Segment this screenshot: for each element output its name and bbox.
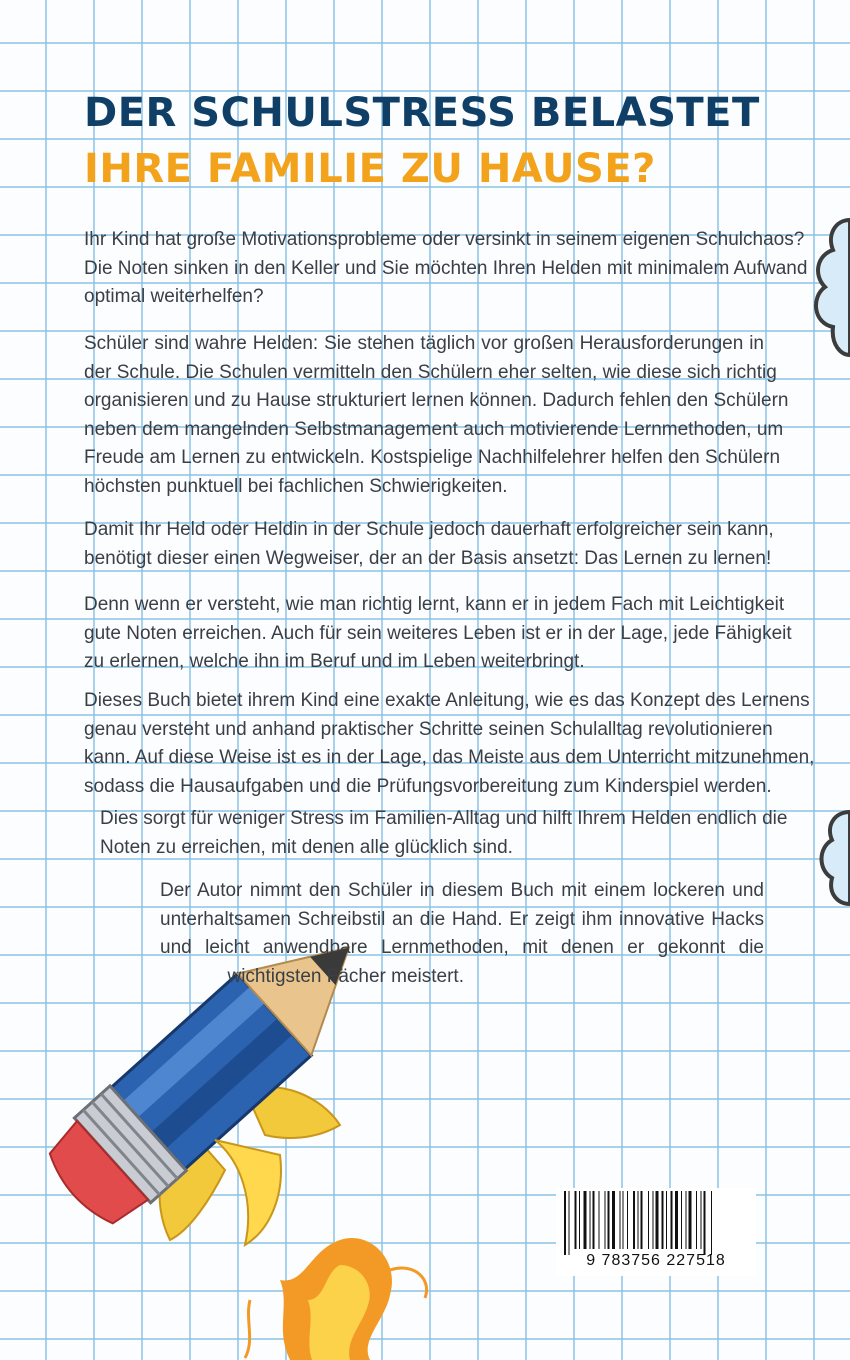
barcode-bar <box>704 1191 706 1255</box>
barcode-bar <box>666 1191 667 1249</box>
barcode-bar <box>633 1191 635 1249</box>
barcode-bar <box>599 1191 600 1249</box>
paragraph-line: Die Noten sinken in den Keller und Sie möchten Ihren Helden mit minimalem Aufwand <box>84 257 808 279</box>
paragraph-line: Dieses Buch bietet ihrem Kind eine exakte Anleitung, wie es das Konzept des Lernens <box>84 690 810 711</box>
paragraph-line: und leicht anwendbare Lernmethoden, mit denen er gekonnt die <box>160 937 764 958</box>
isbn-barcode <box>556 1188 756 1276</box>
paragraph-line: Schüler sind wahre Helden: Sie stehen täglich vor großen Herausforderungen in <box>84 333 764 354</box>
paragraph-line: genau versteht und anhand praktischer Schritte seinen Schulalltag revolutionieren <box>84 718 773 740</box>
headline-line-2: IHRE FAMILIE ZU HAUSE? <box>84 146 656 192</box>
barcode-bar <box>605 1191 606 1249</box>
barcode-bar <box>648 1191 649 1249</box>
paragraph-line: der Schule. Die Schulen vermitteln den Schülern eher selten, wie diese sich richtig <box>84 361 777 383</box>
cloud-icon <box>805 215 850 360</box>
paragraph-line: optimal weiterhelfen? <box>84 286 264 307</box>
barcode-bar <box>575 1191 577 1249</box>
barcode-bar <box>641 1191 643 1249</box>
barcode-bar <box>623 1191 624 1249</box>
paragraph-line: kann. Auf diese Weise ist es in der Lage, das Meiste aus dem Unterricht mitzunehmen, <box>84 747 815 768</box>
barcode-bar <box>569 1191 570 1255</box>
paragraph-line: benötigt dieser einen Wegweiser, der an der Basis ansetzt: Das Lernen zu lernen! <box>84 547 772 569</box>
paragraph-line: neben dem mangelnden Selbstmanagement auch motivierende Lernmethoden, um <box>84 418 784 440</box>
barcode-bar <box>590 1191 591 1249</box>
paragraph-line: Freude am Lernen zu entwickeln. Kostspielige Nachhilfelehrer helfen den Schülern <box>84 447 781 468</box>
isbn-number: 9 783756 227518 <box>586 1252 726 1269</box>
barcode-bar <box>681 1191 682 1249</box>
paragraph-line: unterhaltsamen Schreibstil an die Hand. Er zeigt ihm innovative Hacks <box>160 908 764 930</box>
paragraph-line: organisieren und zu Hause strukturiert lernen können. Dadurch fehlen den Schülern <box>84 390 789 411</box>
barcode-bar <box>638 1191 639 1249</box>
barcode-bar <box>662 1191 664 1249</box>
barcode-bar <box>656 1191 659 1249</box>
paragraph-line: Denn wenn er versteht, wie man richtig lernt, kann er in jedem Fach mit Leichtigkeit <box>84 594 785 615</box>
headline-line-1: DER SCHULSTRESS BELASTET <box>84 90 760 136</box>
barcode-bar <box>593 1191 595 1249</box>
paragraph-heroes <box>84 330 789 501</box>
paragraph-author <box>160 877 764 991</box>
barcode-bar <box>686 1191 687 1249</box>
barcode-bar <box>696 1191 697 1249</box>
barcode-bar <box>579 1191 580 1249</box>
paragraph-learning <box>84 591 792 677</box>
paragraph-intro <box>84 226 808 312</box>
barcode-bar <box>711 1191 712 1255</box>
paragraph-line: Damit Ihr Held oder Heldin in der Schule jedoch dauerhaft erfolgreicher sein kann, <box>84 519 774 540</box>
barcode-bar <box>671 1191 673 1249</box>
paragraph-line: gute Noten erreichen. Auch für sein weiteres Leben ist er in der Lage, jede Fähigkeit <box>84 622 792 644</box>
barcode-bar <box>608 1191 610 1249</box>
cloud-icon <box>812 808 850 908</box>
paragraph-guide <box>84 516 774 573</box>
paragraph-book <box>84 687 815 801</box>
barcode-bar <box>675 1191 678 1249</box>
barcode-bar <box>653 1191 654 1249</box>
paragraph-line: Ihr Kind hat große Motivationsprobleme oder versinkt in seinem eigenen Schulchaos? <box>84 229 805 250</box>
paragraph-line: höchsten punktuell bei fachlichen Schwierigkeiten. <box>84 475 508 497</box>
barcode-bar <box>612 1191 615 1249</box>
barcode-bar <box>701 1191 702 1249</box>
paragraph-line: Der Autor nimmt den Schüler in diesem Buch mit einem lockeren und <box>160 880 764 901</box>
barcode-bar <box>627 1191 628 1249</box>
paragraph-line: sodass die Hausaufgaben und die Prüfungsvorbereitung zum Kinderspiel werden. <box>84 775 772 797</box>
barcode-bar <box>584 1191 587 1249</box>
barcode-bar <box>564 1191 566 1255</box>
paragraph-book-cont <box>100 805 788 862</box>
barcode-bar <box>620 1191 621 1249</box>
paragraph-line: wichtigsten Fächer meistert. <box>227 965 464 987</box>
paragraph-line: Noten zu erreichen, mit denen alle glücklich sind. <box>100 836 513 858</box>
barcode-bars <box>564 1191 748 1255</box>
paragraph-line: Dies sorgt für weniger Stress im Familien-Alltag und hilft Ihrem Helden endlich die <box>100 808 788 829</box>
paragraph-line: zu erlernen, welche ihn im Beruf und im Leben weiterbringt. <box>84 651 585 672</box>
barcode-bar <box>689 1191 692 1249</box>
